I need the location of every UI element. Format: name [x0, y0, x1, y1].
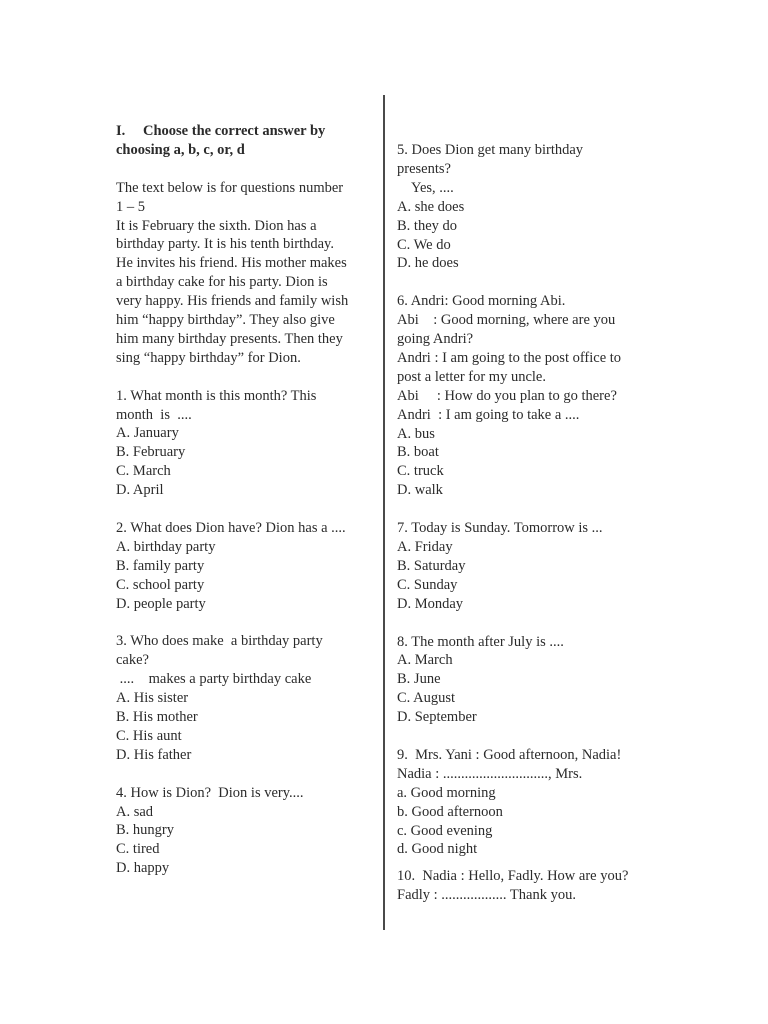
passage-line: It is February the sixth. Dion has a	[116, 217, 317, 234]
question-text: Yes, ....	[397, 179, 454, 196]
answer-option: D. September	[397, 709, 477, 726]
answer-option: a. Good morning	[397, 784, 496, 801]
section-title-line-1: Choose the correct answer by	[143, 123, 326, 139]
answer-option: D. His father	[116, 746, 192, 763]
answer-option: B. June	[397, 671, 441, 688]
answer-option: D. walk	[397, 482, 443, 499]
question-8	[397, 633, 667, 728]
answer-option: A. March	[397, 652, 453, 669]
right-column	[397, 141, 667, 905]
column-divider	[383, 95, 385, 930]
question-text: going Andri?	[397, 331, 474, 348]
passage-intro-range: 1 – 5	[116, 198, 145, 215]
answer-option: B. Saturday	[397, 557, 466, 574]
question-3	[116, 632, 378, 764]
left-column	[116, 122, 378, 878]
passage-line: very happy. His friends and family wish	[116, 293, 349, 310]
answer-option: C. August	[397, 690, 456, 707]
question-text: Nadia : ............................., Mrs.	[397, 765, 583, 782]
question-text: 9. Mrs. Yani : Good afternoon, Nadia!	[397, 746, 622, 763]
passage-line: him “happy birthday”. They also give	[116, 312, 335, 329]
question-text: month is ....	[116, 406, 192, 423]
answer-option: A. she does	[397, 198, 465, 215]
answer-option: D. he does	[397, 255, 459, 272]
answer-option: A. bus	[397, 425, 435, 442]
answer-option: D. Monday	[397, 595, 464, 612]
reading-passage	[116, 179, 378, 368]
question-text: 2. What does Dion have? Dion has a ....	[116, 519, 346, 536]
answer-option: c. Good evening	[397, 822, 493, 839]
answer-option: C. Sunday	[397, 576, 458, 593]
answer-option: B. they do	[397, 217, 458, 234]
answer-option: A. Friday	[397, 539, 453, 555]
answer-option: A. His sister	[116, 690, 189, 707]
answer-option: C. We do	[397, 236, 451, 253]
answer-option: B. family party	[116, 557, 205, 574]
passage-line: He invites his friend. His mother makes	[116, 255, 347, 272]
question-text: 7. Today is Sunday. Tomorrow is ...	[397, 520, 603, 537]
answer-option: C. school party	[116, 576, 205, 593]
question-text: Abi : How do you plan to go there?	[397, 387, 617, 404]
question-text: post a letter for my uncle.	[397, 368, 546, 385]
question-text: presents?	[397, 160, 451, 177]
question-6	[397, 292, 667, 500]
passage-intro: The text below is for questions number	[116, 179, 344, 196]
answer-option: C. March	[116, 463, 171, 480]
question-9	[397, 746, 667, 859]
section-number: I.	[116, 123, 126, 139]
passage-line: a birthday cake for his party. Dion is	[116, 274, 328, 291]
passage-line: him many birthday presents. Then they	[116, 330, 343, 347]
answer-option: A. sad	[116, 803, 154, 820]
question-text: cake?	[116, 652, 149, 669]
question-5	[397, 141, 667, 273]
question-text: Andri : I am going to the post office to	[397, 349, 622, 366]
question-4	[116, 784, 378, 879]
question-2	[116, 519, 378, 614]
answer-option: C. tired	[116, 841, 160, 858]
answer-option: B. hungry	[116, 822, 174, 839]
question-1	[116, 387, 378, 500]
answer-option: B. His mother	[116, 709, 198, 726]
question-text: 6. Andri: Good morning Abi.	[397, 293, 566, 310]
answer-option: A. birthday party	[116, 538, 216, 555]
question-7	[397, 519, 667, 614]
answer-option: C. truck	[397, 463, 444, 480]
question-text: .... makes a party birthday cake	[116, 671, 312, 688]
answer-option: d. Good night	[397, 841, 478, 858]
section-title-line-2: choosing a, b, c, or, d	[116, 141, 245, 158]
answer-option: D. happy	[116, 860, 170, 877]
question-text: Abi : Good morning, where are you	[397, 312, 616, 329]
answer-option: B. boat	[397, 444, 439, 461]
passage-line: birthday party. It is his tenth birthday.	[116, 236, 334, 253]
answer-option: C. His aunt	[116, 727, 182, 744]
question-text: 5. Does Dion get many birthday	[397, 142, 584, 158]
question-text: 4. How is Dion? Dion is very....	[116, 784, 304, 801]
answer-option: B. February	[116, 444, 186, 461]
question-text: Fadly : .................. Thank you.	[397, 887, 576, 904]
answer-option: D. people party	[116, 595, 206, 612]
answer-option: D. April	[116, 482, 164, 499]
answer-option: A. January	[116, 425, 179, 442]
section-heading	[116, 122, 378, 160]
question-text: 1. What month is this month? This	[116, 387, 317, 404]
passage-line: sing “happy birthday” for Dion.	[116, 349, 301, 366]
question-text: 10. Nadia : Hello, Fadly. How are you?	[397, 868, 629, 885]
question-10	[397, 867, 667, 905]
question-text: 3. Who does make a birthday party	[116, 633, 323, 650]
question-text: Andri : I am going to take a ....	[397, 406, 580, 423]
answer-option: b. Good afternoon	[397, 803, 503, 820]
question-text: 8. The month after July is ....	[397, 633, 564, 650]
